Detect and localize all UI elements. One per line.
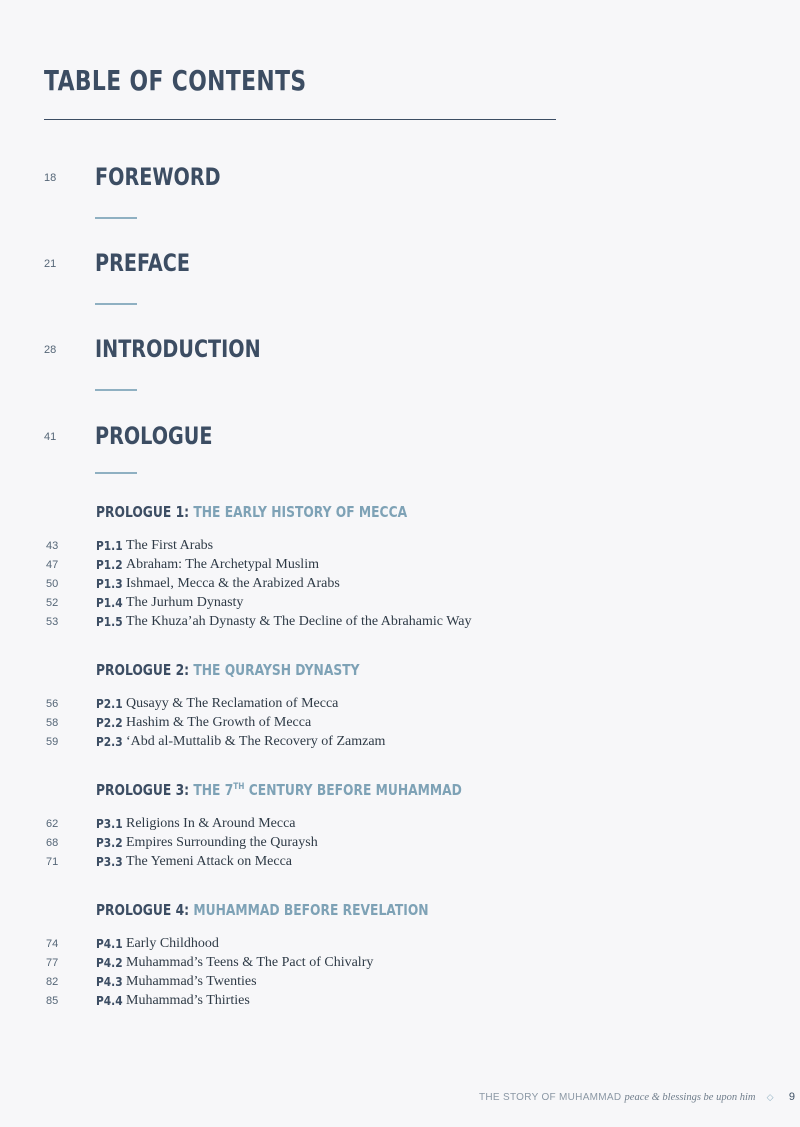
list-item[interactable] <box>0 935 800 954</box>
item-page-number: 62 <box>46 818 59 830</box>
section-heading[interactable] <box>96 781 462 799</box>
item-page-number: 56 <box>46 698 59 710</box>
page-footer <box>479 1091 795 1103</box>
list-item[interactable] <box>0 613 800 632</box>
section-label: PROLOGUE 4: <box>96 901 190 919</box>
section-topic: MUHAMMAD BEFORE REVELATION <box>193 901 429 919</box>
item-title: Abraham: The Archetypal Muslim <box>126 557 319 572</box>
item-code: P1.1 <box>96 538 123 553</box>
section-topic: THE 7TH CENTURY BEFORE MUHAMMAD <box>193 781 462 799</box>
item-title: Empires Surrounding the Quraysh <box>126 835 318 850</box>
item-page-number: 74 <box>46 938 59 950</box>
item-page-number: 47 <box>46 559 59 571</box>
item-code: P4.1 <box>96 936 123 951</box>
item-code: P4.2 <box>96 955 123 970</box>
diamond-icon: ◇ <box>766 1092 774 1102</box>
entry-title: PROLOGUE <box>95 422 213 450</box>
item-title: The Khuza’ah Dynasty & The Decline of the Abrahamic Way <box>126 614 472 629</box>
item-code: P1.3 <box>96 576 123 591</box>
section-items <box>0 815 800 872</box>
entry-divider <box>95 389 137 391</box>
item-code: P1.2 <box>96 557 123 572</box>
footer-honorific: peace & blessings be upon him <box>624 1092 756 1103</box>
item-title: The First Arabs <box>126 538 214 553</box>
toc-entry-preface[interactable] <box>0 249 800 289</box>
list-item[interactable] <box>0 853 800 872</box>
item-code: P3.3 <box>96 854 123 869</box>
item-page-number: 58 <box>46 717 59 729</box>
item-title: Hashim & The Growth of Mecca <box>126 715 312 730</box>
item-code: P1.5 <box>96 614 123 629</box>
item-code: P3.1 <box>96 816 123 831</box>
section-heading[interactable] <box>96 503 407 521</box>
item-page-number: 52 <box>46 597 59 609</box>
item-title: Muhammad’s Teens & The Pact of Chivalry <box>126 955 374 970</box>
item-title: Ishmael, Mecca & the Arabized Arabs <box>126 576 340 591</box>
section-items <box>0 537 800 632</box>
item-page-number: 85 <box>46 995 59 1007</box>
item-title: Qusayy & The Reclamation of Mecca <box>126 696 339 711</box>
item-title: Muhammad’s Twenties <box>126 974 257 989</box>
entry-page-number: 41 <box>44 431 57 443</box>
list-item[interactable] <box>0 834 800 853</box>
list-item[interactable] <box>0 537 800 556</box>
item-code: P1.4 <box>96 595 123 610</box>
entry-page-number: 28 <box>44 344 57 356</box>
list-item[interactable] <box>0 992 800 1011</box>
entry-title: PREFACE <box>95 249 190 277</box>
footer-book-title: THE STORY OF MUHAMMAD <box>479 1092 622 1103</box>
toc-entry-prologue[interactable] <box>0 422 800 462</box>
item-title: Muhammad’s Thirties <box>126 993 250 1008</box>
item-title: The Jurhum Dynasty <box>126 595 244 610</box>
item-code: P2.2 <box>96 715 123 730</box>
list-item[interactable] <box>0 973 800 992</box>
list-item[interactable] <box>0 733 800 752</box>
entry-divider <box>95 303 137 305</box>
item-page-number: 59 <box>46 736 59 748</box>
entry-title: INTRODUCTION <box>95 335 261 363</box>
item-page-number: 53 <box>46 616 59 628</box>
list-item[interactable] <box>0 815 800 834</box>
item-page-number: 82 <box>46 976 59 988</box>
list-item[interactable] <box>0 575 800 594</box>
ordinal-superscript: TH <box>233 782 245 792</box>
page-title: TABLE OF CONTENTS <box>44 64 307 97</box>
toc-entry-foreword[interactable] <box>0 163 800 203</box>
section-items <box>0 695 800 752</box>
entry-divider <box>95 472 137 474</box>
item-code: P2.3 <box>96 734 123 749</box>
list-item[interactable] <box>0 594 800 613</box>
section-items <box>0 935 800 1011</box>
list-item[interactable] <box>0 954 800 973</box>
entry-page-number: 21 <box>44 258 57 270</box>
item-title: The Yemeni Attack on Mecca <box>126 854 293 869</box>
entry-divider <box>95 217 137 219</box>
section-topic: THE EARLY HISTORY OF MECCA <box>193 503 408 521</box>
section-label: PROLOGUE 1: <box>96 503 190 521</box>
item-page-number: 68 <box>46 837 59 849</box>
page-number: 9 <box>788 1091 796 1103</box>
item-code: P4.4 <box>96 993 123 1008</box>
section-label: PROLOGUE 3: <box>96 781 190 799</box>
title-divider <box>44 119 556 120</box>
item-code: P4.3 <box>96 974 123 989</box>
item-title: Early Childhood <box>126 936 219 951</box>
toc-entry-introduction[interactable] <box>0 335 800 375</box>
item-page-number: 43 <box>46 540 59 552</box>
entry-title: FOREWORD <box>95 163 221 191</box>
section-topic: THE QURAYSH DYNASTY <box>193 661 360 679</box>
item-title: Religions In & Around Mecca <box>126 816 296 831</box>
entry-page-number: 18 <box>44 172 57 184</box>
item-code: P2.1 <box>96 696 123 711</box>
item-page-number: 77 <box>46 957 59 969</box>
section-heading[interactable] <box>96 901 429 919</box>
section-label: PROLOGUE 2: <box>96 661 190 679</box>
item-page-number: 71 <box>46 856 59 868</box>
list-item[interactable] <box>0 695 800 714</box>
item-page-number: 50 <box>46 578 59 590</box>
list-item[interactable] <box>0 556 800 575</box>
item-title: ‘Abd al-Muttalib & The Recovery of Zamzam <box>126 734 386 749</box>
list-item[interactable] <box>0 714 800 733</box>
item-code: P3.2 <box>96 835 123 850</box>
section-heading[interactable] <box>96 661 360 679</box>
